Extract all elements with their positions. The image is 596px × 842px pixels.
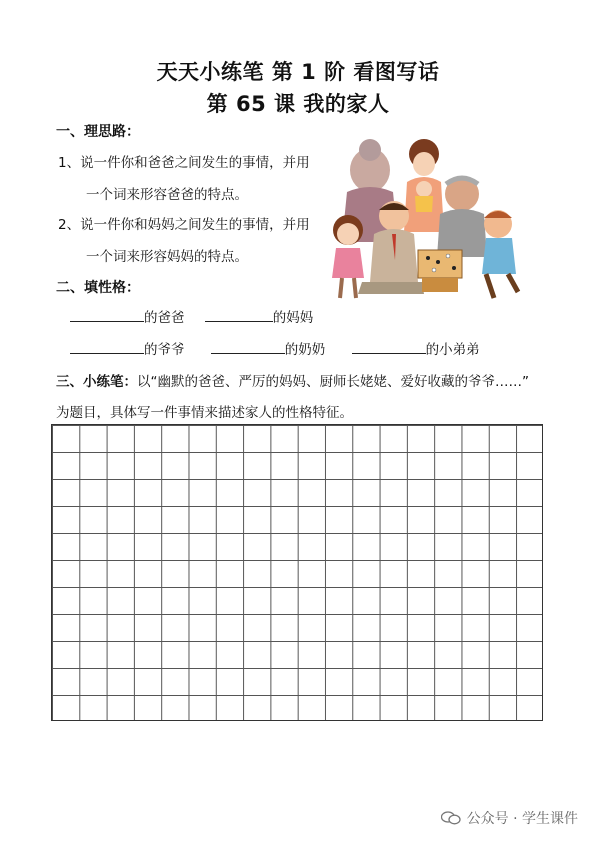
section1-item1-line2: 一个词来形容爸爸的特点。 (86, 187, 248, 203)
watermark (441, 808, 578, 828)
section2-heading: 二、填性格： (56, 280, 140, 296)
fill-item-grandma: 的奶奶 (211, 338, 326, 358)
blank-line[interactable] (211, 339, 285, 354)
section3-prompt-line1: 以“幽默的爸爸、严厉的妈妈、厨师长姥姥、爱好收藏的爷爷……” (137, 374, 529, 390)
fill-row-1 (70, 306, 313, 326)
section3-prompt-line2: 为题目，具体写一件事情来描述家人的性格特征。 (56, 405, 353, 421)
section3-heading: 三、小练笔： (56, 374, 137, 390)
fill-item-mother: 的妈妈 (205, 306, 314, 326)
fill-item-father: 的爸爸 (70, 306, 185, 326)
fill-item-grandpa: 的爷爷 (70, 338, 185, 358)
blank-line[interactable] (352, 339, 426, 354)
section1-item2-line2: 一个词来形容妈妈的特点。 (86, 249, 248, 265)
family-illustration (322, 132, 532, 304)
page-title: 天天小练笔 第 1 阶 看图写话 (156, 60, 440, 84)
fill-row-2 (70, 338, 480, 358)
blank-line[interactable] (70, 339, 144, 354)
section1-item1-line1: 1、说一件你和爸爸之间发生的事情，并用 (58, 155, 310, 171)
lesson-title: 第 65 课 我的家人 (206, 92, 390, 116)
writing-grid[interactable] (51, 424, 543, 721)
blank-line[interactable] (205, 307, 273, 322)
fill-item-little-brother: 的小弟弟 (352, 338, 480, 358)
wechat-icon (441, 811, 461, 825)
blank-line[interactable] (70, 307, 144, 322)
section3-line1 (56, 370, 529, 390)
section1-item2-line1: 2、说一件你和妈妈之间发生的事情，并用 (58, 217, 310, 233)
section1-heading: 一、理思路： (56, 124, 140, 140)
watermark-text: 公众号 · 学生课件 (466, 811, 578, 827)
